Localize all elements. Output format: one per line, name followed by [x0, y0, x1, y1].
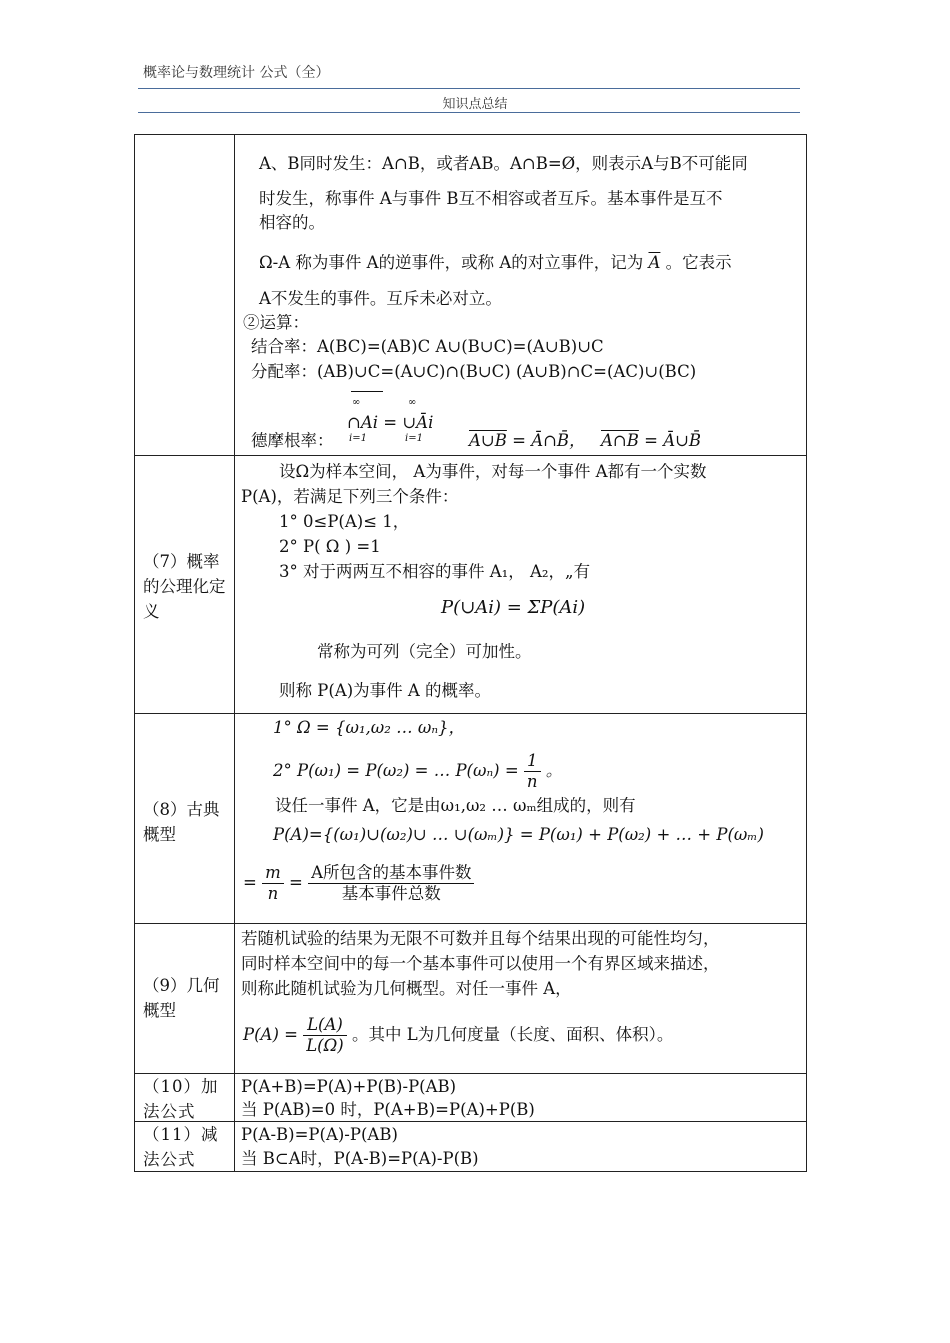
text-line: 相容的。	[259, 213, 325, 232]
text-line: 则称此随机试验为几何概型。对任一事件 A，	[241, 979, 572, 998]
row-label: （10）加法公式	[143, 1077, 219, 1121]
row-label: （7）概率的公理化定义	[143, 552, 226, 621]
equal-probability: 2° P(ω₁) = P(ω₂) = … P(ωₙ) = $\frac{1}{n}$ 。	[273, 751, 563, 791]
text-line: A不发生的事件。互斥未必对立。	[259, 289, 502, 308]
text-line: 设Ω为样本空间， A为事件，对每一个事件 A都有一个实数	[279, 462, 707, 481]
condition-1: 1° 0≤P(A)≤ 1，	[279, 512, 410, 531]
complement-text-end: 。它表示	[665, 253, 732, 272]
row-label: （11）减法公式	[143, 1125, 219, 1169]
index-mark: i=1	[405, 433, 423, 444]
text-line: P(A-B)=P(A)-P(AB)	[241, 1125, 398, 1144]
geometric-formula: P(A) = $\frac{L(A)}{L(\Omega)}$ 。其中 L为几何度量（长度、面积、体积）。	[243, 1015, 674, 1055]
de-morgan-formula-3: A∩B = Ā∪B̄	[601, 431, 702, 450]
text-line: 设任一事件 A，它是由ω₁,ω₂ … ωₘ组成的，则有	[275, 796, 636, 815]
overline-rule	[351, 391, 383, 392]
text-line: 时发生，称事件 A与事件 B互不相容或者互斥。基本事件是互不	[259, 189, 723, 208]
text-line: 当 B⊂A时，P(A-B)=P(A)-P(B)	[241, 1149, 479, 1168]
infinity-mark: ∞	[352, 397, 361, 408]
complement-symbol: $\overline{A}$	[648, 253, 661, 272]
column-divider	[234, 135, 235, 1171]
text-line: 若随机试验的结果为无限不可数并且每个结果出现的可能性均匀，	[241, 929, 720, 948]
complement-text: Ω-A 称为事件 A的逆事件，或称 A的对立事件，记为	[259, 253, 644, 272]
row-label: （9）几何概型	[143, 976, 220, 1020]
document-subtitle: 知识点总结	[442, 97, 508, 112]
row-divider-6-7	[135, 455, 806, 456]
document-title: 概率论与数理统计 公式（全）	[143, 65, 330, 81]
text-line: 当 P(AB)=0 时，P(A+B)=P(A)+P(B)	[241, 1100, 535, 1119]
row-label: （8）古典概型	[143, 800, 220, 844]
text-line: ②运算：	[243, 313, 309, 332]
event-probability: P(A)={(ω₁)∪(ω₂)∪ … ∪(ωₘ)} = P(ω₁) + P(ω₂) + … + P(ωₘ)	[273, 825, 764, 844]
sample-space: 1° Ω = {ω₁,ω₂ … ωₙ}，	[273, 718, 465, 737]
text-line	[259, 253, 732, 273]
distributive-law: 分配率：(AB)∪C=(A∪C)∩(B∪C) (A∪B)∩C=(AC)∪(BC)	[251, 362, 697, 381]
infinity-mark: ∞	[408, 397, 417, 408]
header-rule-top	[138, 88, 800, 89]
text-line: A、B同时发生：A∩B，或者AB。A∩B=Ø，则表示A与B不可能同	[259, 154, 748, 173]
row-divider-8-9	[135, 923, 806, 924]
header-rule-bottom	[138, 112, 800, 113]
de-morgan-formula-2: A∪B = Ā∩B̄，	[469, 431, 586, 450]
formula-table	[134, 134, 807, 1172]
row-divider-7-8	[135, 713, 806, 714]
text-line: 则称 P(A)为事件 A 的概率。	[279, 681, 492, 700]
countable-additivity-formula: P(∪Ai) = ΣP(Ai)	[441, 597, 586, 618]
index-mark: i=1	[349, 433, 367, 444]
text-line: P(A)，若满足下列三个条件：	[241, 487, 459, 506]
text-line: P(A+B)=P(A)+P(B)-P(AB)	[241, 1077, 457, 1096]
associative-law: 结合率：A(BC)=(AB)C A∪(B∪C)=(A∪B)∪C	[251, 337, 604, 356]
condition-3: 3° 对于两两互不相容的事件 A₁， A₂，„有	[279, 562, 591, 581]
row-divider-10-11	[135, 1121, 806, 1122]
de-morgan-label: 德摩根率：	[251, 431, 334, 450]
classical-formula: = $\frac{m}{n}$ = $\frac{\text{A所包含的基本事件数}}{\text{基本事件总数}}$	[243, 863, 474, 904]
de-morgan-formula-1: ∩Ai = ∪Āi	[347, 413, 434, 432]
row-divider-9-10	[135, 1073, 806, 1074]
condition-2: 2° P( Ω ) =1	[279, 537, 381, 556]
text-line: 常称为可列（完全）可加性。	[317, 642, 532, 661]
text-line: 同时样本空间中的每一个基本事件可以使用一个有界区域来描述，	[241, 954, 720, 973]
